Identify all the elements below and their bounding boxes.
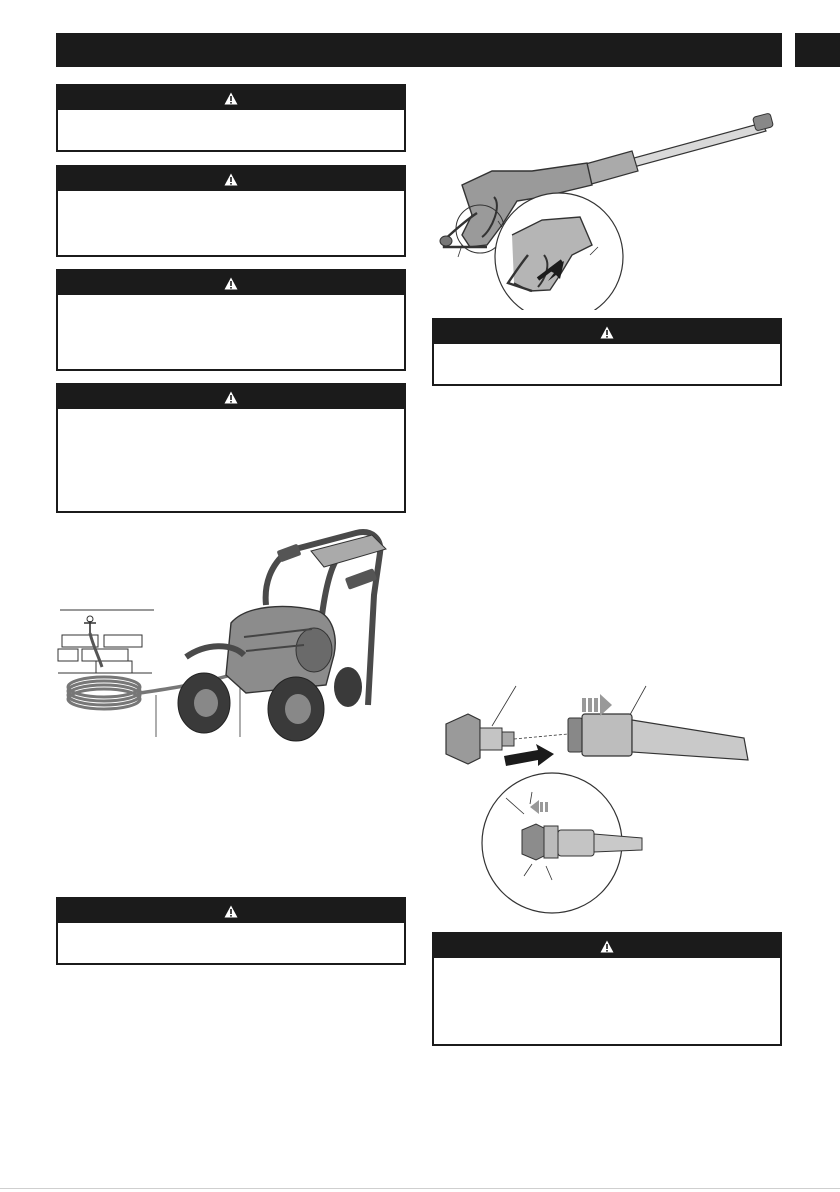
page-bottom-rule [0,1188,840,1189]
warning-box-7 [432,932,782,1046]
spray-gun-with-trigger-lock-icon [432,105,782,310]
warning-triangle-icon [224,905,238,918]
warning-box-4 [56,383,406,513]
warning-triangle-icon [224,173,238,186]
pressure-washer-with-garden-hose-icon [56,525,406,745]
section-header-bar [56,33,782,67]
warning-header [58,167,404,191]
warning-box-5 [56,897,406,965]
warning-header [58,86,404,110]
warning-triangle-icon [600,940,614,953]
warning-header [434,320,780,344]
warning-box-3 [56,269,406,371]
warning-triangle-icon [224,92,238,105]
warning-header [58,899,404,923]
nozzle-quick-connect-icon [432,680,782,920]
warning-triangle-icon [224,391,238,404]
warning-header [58,271,404,295]
warning-header [434,934,780,958]
warning-box-2 [56,165,406,257]
language-tab [795,33,840,67]
warning-triangle-icon [224,277,238,290]
warning-box-1 [56,84,406,152]
warning-header [58,385,404,409]
warning-box-6 [432,318,782,386]
warning-triangle-icon [600,326,614,339]
